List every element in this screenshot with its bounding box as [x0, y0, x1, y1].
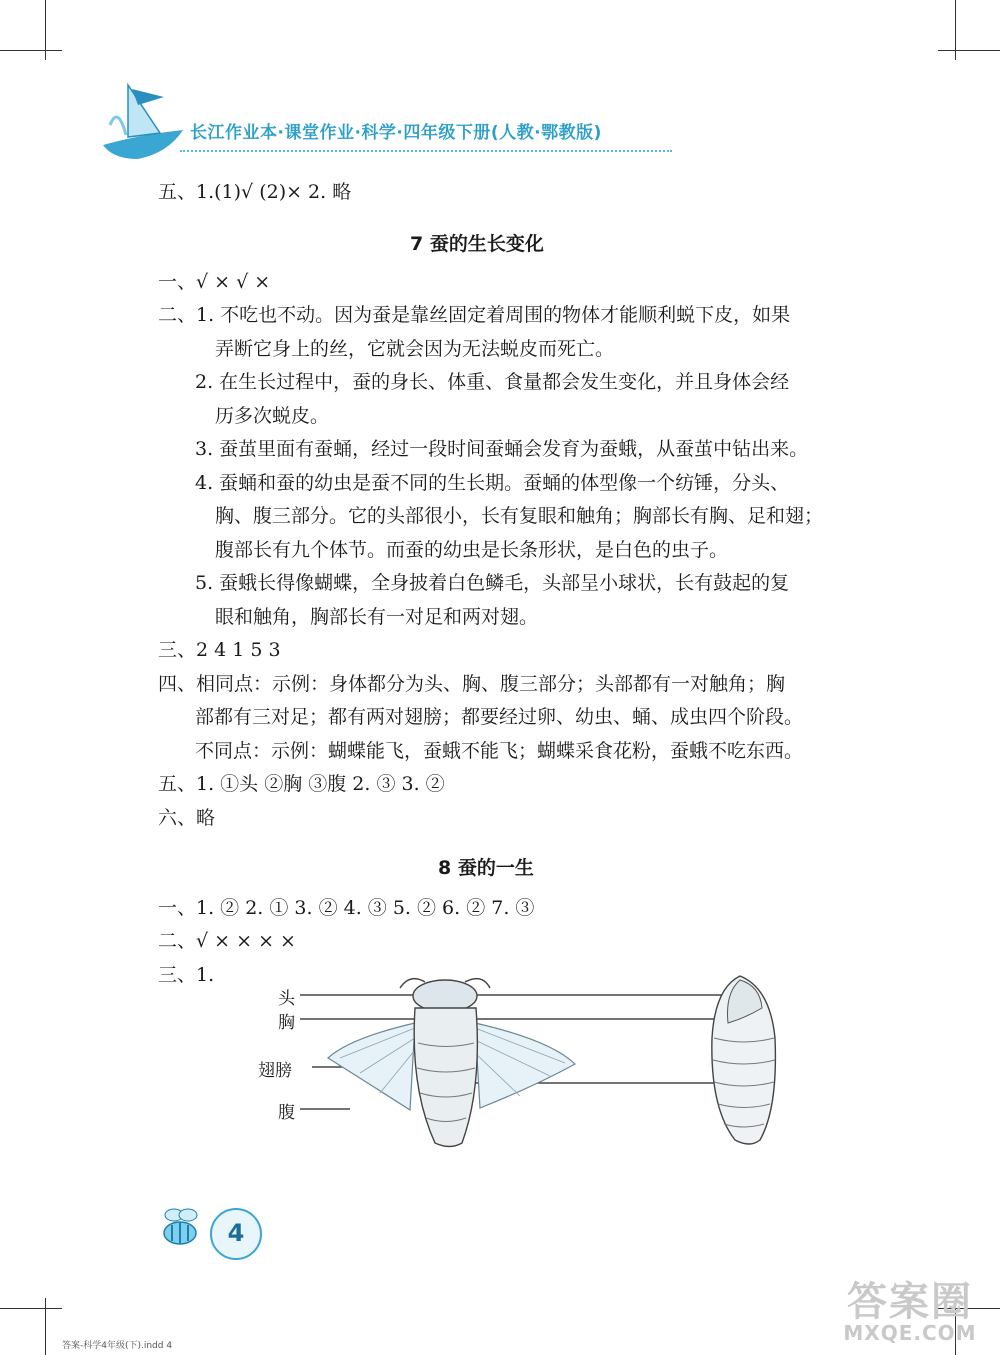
- section-7-title: 7 蚕的生长变化: [410, 233, 544, 255]
- crop-mark-tr-v: [955, 0, 956, 60]
- answer-line: 部都有三对足；都有两对翅膀；都要经过卵、幼虫、蛹、成虫四个阶段。: [195, 706, 804, 728]
- answer-line: 弄断它身上的丝，它就会因为无法蜕皮而死亡。: [215, 338, 615, 360]
- header-title: 长江作业本·课堂作业·科学·四年级下册(人教·鄂教版): [190, 123, 602, 143]
- label-head: 头: [278, 989, 295, 1009]
- answer-line: 二、1. 不吃也不动。因为蚕是靠丝固定着周围的物体才能顺利蜕下皮，如果: [158, 304, 791, 326]
- answer-line: 腹部长有九个体节。而蚕的幼虫是长条形状，是白色的虫子。: [215, 539, 729, 561]
- header-divider: [180, 150, 672, 152]
- answer-line: 五、1.(1)√ (2)× 2. 略: [158, 181, 352, 203]
- answer-line: 二、√ × × × ×: [158, 930, 296, 952]
- silkworm-diagram: [250, 968, 810, 1158]
- crop-mark-bl-v: [45, 1298, 46, 1355]
- ship-logo-icon: [98, 75, 188, 165]
- crop-mark-tr-h: [938, 50, 1000, 51]
- page-number: 4: [210, 1208, 262, 1260]
- label-wings: 翅膀: [258, 1061, 292, 1081]
- answer-line: 三、1.: [158, 964, 215, 986]
- answer-line: 5. 蚕蛾长得像蝴蝶，全身披着白色鳞毛，头部呈小球状，长有鼓起的复: [195, 572, 790, 594]
- answer-line: 三、2 4 1 5 3: [158, 639, 281, 661]
- section-8-title: 8 蚕的一生: [438, 857, 534, 879]
- answer-line: 五、1. ①头 ②胸 ③腹 2. ③ 3. ②: [158, 773, 445, 795]
- answer-line: 六、略: [158, 807, 216, 829]
- bee-icon: [150, 1203, 210, 1253]
- answer-line: 胸、腹三部分。它的头部很小，长有复眼和触角；胸部长有胸、足和翅；: [215, 505, 824, 527]
- crop-mark-tl-h: [0, 50, 62, 51]
- watermark-main: 答案圈: [847, 1279, 973, 1325]
- answer-line: 历多次蜕皮。: [215, 405, 330, 427]
- answer-line: 4. 蚕蛹和蚕的幼虫是蚕不同的生长期。蚕蛹的体型像一个纺锤，分头、: [195, 472, 790, 494]
- answer-line: 2. 在生长过程中，蚕的身长、体重、食量都会发生变化，并且身体会经: [195, 371, 790, 393]
- answer-line: 一、√ × √ ×: [158, 271, 271, 293]
- footer-file-label: 答案-科学4年级(下).indd 4: [62, 1341, 173, 1351]
- watermark: [835, 1270, 985, 1348]
- crop-mark-tl-v: [45, 0, 46, 60]
- answer-line: 眼和触角，胸部长有一对足和两对翅。: [215, 606, 539, 628]
- label-thorax: 胸: [278, 1013, 295, 1033]
- watermark-sub: MXQE.COM: [843, 1321, 977, 1345]
- answer-line: 3. 蚕茧里面有蚕蛹，经过一段时间蚕蛹会发育为蚕蛾，从蚕茧中钻出来。: [195, 438, 809, 460]
- crop-mark-bl-h: [0, 1308, 62, 1309]
- answer-line: 不同点：示例：蝴蝶能飞，蚕蛾不能飞；蝴蝶采食花粉，蚕蛾不吃东西。: [195, 740, 804, 762]
- label-abdomen: 腹: [278, 1103, 295, 1123]
- answer-line: 四、相同点：示例：身体都分为头、胸、腹三部分；头部都有一对触角；胸: [158, 673, 786, 695]
- answer-line: 一、1. ② 2. ① 3. ② 4. ③ 5. ② 6. ② 7. ③: [158, 897, 535, 919]
- moth-and-pupa-drawing: [250, 968, 810, 1158]
